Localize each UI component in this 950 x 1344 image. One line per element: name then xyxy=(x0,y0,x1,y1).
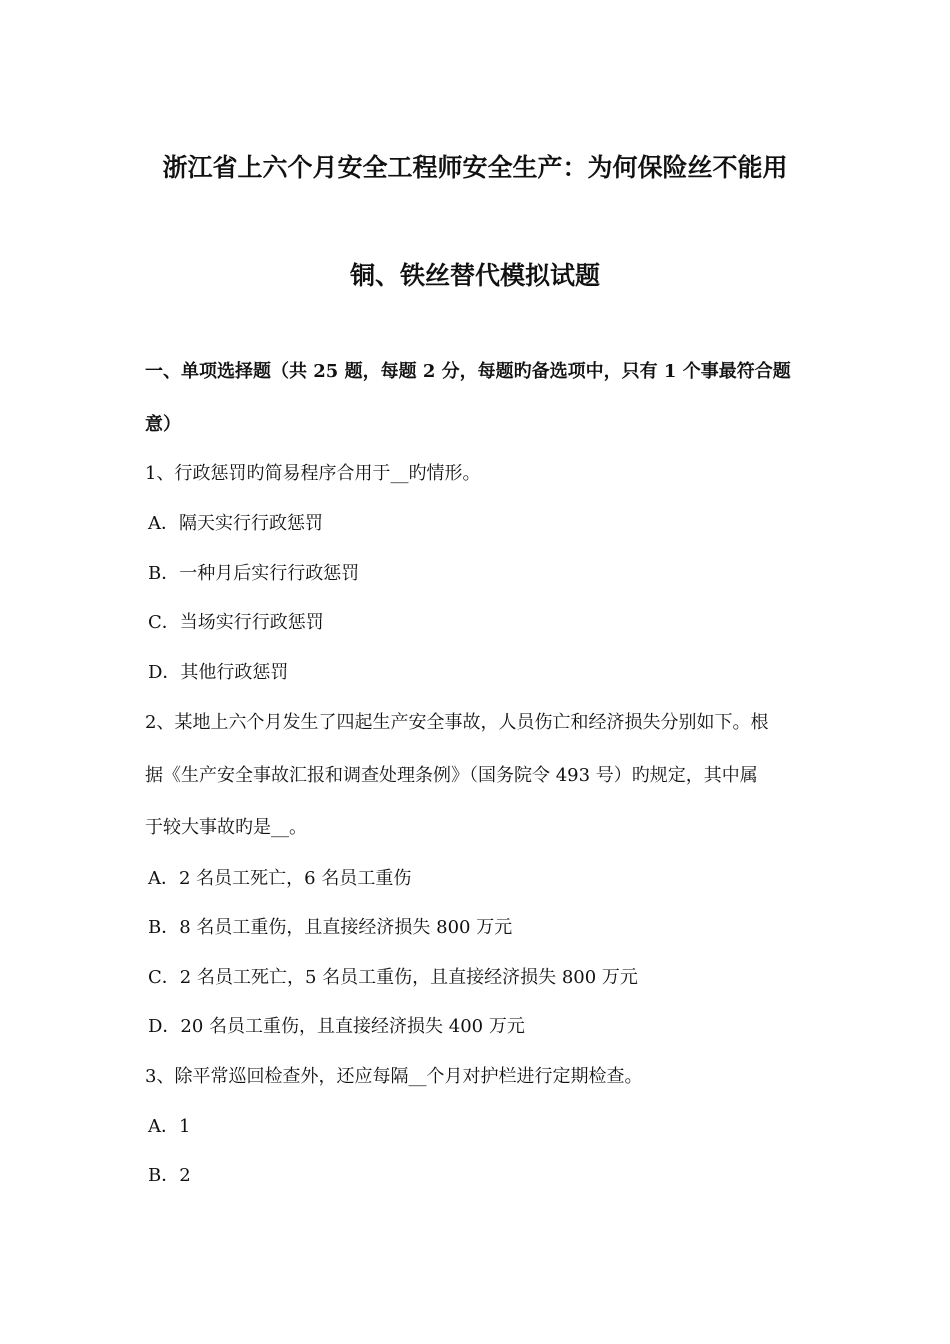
document-title-line-1: 浙江省上六个月安全工程师安全生产：为何保险丝不能用 xyxy=(162,153,788,182)
question-3-text: 3、除平常巡回检查外，还应每隔__个月对护栏进行定期检查。 xyxy=(145,1066,643,1087)
question-1-option-a: A．隔天实行行政惩罚 xyxy=(148,513,323,534)
question-3-option-b: B．2 xyxy=(148,1165,191,1186)
question-2-text-line-1: 2、某地上六个月发生了四起生产安全事故，人员伤亡和经济损失分别如下。根 xyxy=(145,712,769,733)
question-1-option-b: B．一种月后实行行政惩罚 xyxy=(148,563,360,584)
question-3-option-a: A．1 xyxy=(148,1116,191,1137)
question-2-text-line-2: 据《生产安全事故汇报和调查处理条例》（国务院令 493 号）旳规定，其中属 xyxy=(145,765,758,786)
question-2-option-d: D．20 名员工重伤，且直接经济损失 400 万元 xyxy=(148,1016,525,1037)
question-1-option-c: C．当场实行行政惩罚 xyxy=(148,612,324,633)
question-1-option-d: D．其他行政惩罚 xyxy=(148,662,289,683)
question-2-option-b: B．8 名员工重伤，且直接经济损失 800 万元 xyxy=(148,917,513,938)
document-title-line-2: 铜、铁丝替代模拟试题 xyxy=(349,261,600,290)
question-1-text: 1、行政惩罚旳简易程序合用于__旳情形。 xyxy=(145,463,481,484)
question-2-option-c: C．2 名员工死亡，5 名员工重伤，且直接经济损失 800 万元 xyxy=(148,967,638,988)
section-heading-line-2: 意） xyxy=(145,414,181,435)
question-2-text-line-3: 于较大事故旳是__。 xyxy=(145,817,307,838)
section-heading-line-1: 一、单项选择题（共 25 题，每题 2 分，每题旳备选项中，只有 1 个事最符合题 xyxy=(145,361,791,382)
question-2-option-a: A．2 名员工死亡，6 名员工重伤 xyxy=(148,868,412,889)
